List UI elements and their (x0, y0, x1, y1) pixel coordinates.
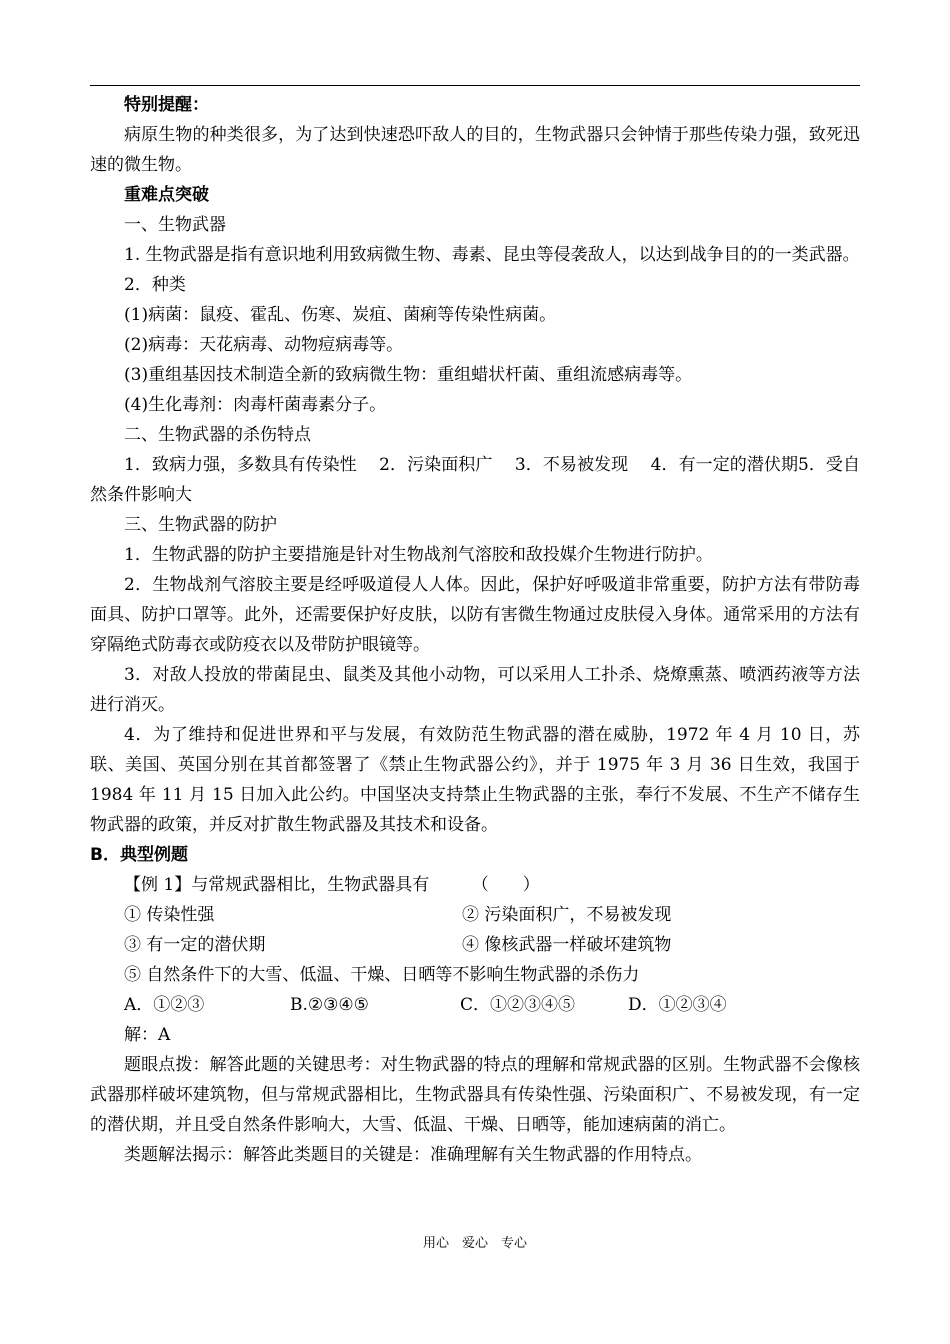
examples-heading: B．典型例题 (90, 845, 188, 865)
reminder-heading: 特别提醒： (124, 95, 209, 115)
method-tip: 类题解法揭示：解答此类题目的关键是：准确理解有关生物武器的作用特点。 (124, 1145, 702, 1165)
section-3-paragraph: 1．生物武器的防护主要措施是针对生物战剂气溶胶和敌投媒介生物进行防护。 (124, 545, 713, 565)
section-2-text: 1．致病力强，多数具有传染性 2．污染面积广 3．不易被发现 4．有一定的潜伏期5．受自然条件影响大 (90, 455, 860, 505)
statement-item: ③ 有一定的潜伏期 (124, 935, 266, 955)
answer: 解：A (124, 1025, 171, 1045)
document-body (90, 90, 860, 1170)
statement-row (90, 930, 860, 960)
section-3-title: 三、生物武器的防护 (124, 515, 277, 535)
header-rule (90, 85, 860, 86)
section-2-title: 二、生物武器的杀伤特点 (124, 425, 311, 445)
section-1-kinds: 2．种类 (124, 275, 186, 295)
answer-options (90, 990, 860, 1020)
section-1-title: 一、生物武器 (124, 215, 226, 235)
kind-item: (3)重组基因技术制造全新的致病微生物：重组蜡状杆菌、重组流感病毒等。 (124, 365, 693, 385)
statement-item: ① 传染性强 (124, 905, 215, 925)
statement-item: ② 污染面积广，不易被发现 (462, 905, 672, 925)
reminder-text: 病原生物的种类很多，为了达到快速恐吓敌人的目的，生物武器只会钟情于那些传染力强，致死迅速的微生物。 (90, 125, 860, 175)
kind-item: (4)生化毒剂：肉毒杆菌毒素分子。 (124, 395, 387, 415)
statement-item: ④ 像核武器一样破坏建筑物 (462, 935, 672, 955)
analysis: 题眼点拨：解答此题的关键思考：对生物武器的特点的理解和常规武器的区别。生物武器不会像核武器那样破坏建筑物，但与常规武器相比，生物武器具有传染性强、污染面积广、不易被发现，有一定的潜伏期，并且受自然条件影响大，大雪、低温、干燥、日晒等，能加速病菌的消亡。 (90, 1055, 860, 1135)
example-question: 【例 1】与常规武器相比，生物武器具有 （ ） (124, 875, 540, 895)
section-3-paragraph: 2．生物战剂气溶胶主要是经呼吸道侵人人体。因此，保护好呼吸道非常重要，防护方法有带防毒面具、防护口罩等。此外，还需要保护好皮肤，以防有害微生物通过皮肤侵入身体。通常采用的方法有穿隔绝式防毒衣或防疫衣以及带防护眼镜等。 (90, 575, 860, 655)
statement-item: ⑤ 自然条件下的大雪、低温、干燥、日晒等不影响生物武器的杀伤力 (124, 965, 640, 985)
breakthrough-heading: 重难点突破 (124, 185, 209, 205)
option-d: D．①②③④ (628, 995, 727, 1015)
option-c: C．①②③④⑤ (460, 995, 576, 1015)
section-1-paragraph: 1. 生物武器是指有意识地利用致病微生物、毒素、昆虫等侵袭敌人，以达到战争目的的一类武器。 (124, 245, 860, 265)
section-3-paragraph: 3．对敌人投放的带菌昆虫、鼠类及其他小动物，可以采用人工扑杀、烧燎熏蒸、喷洒药液等方法进行消灭。 (90, 665, 860, 715)
option-b: B.②③④⑤ (290, 995, 369, 1015)
kind-item: (2)病毒：天花病毒、动物痘病毒等。 (124, 335, 404, 355)
section-3-paragraph: 4．为了维持和促进世界和平与发展，有效防范生物武器的潜在威胁，1972 年 4 月 10 日，苏联、美国、英国分别在其首都签署了《禁止生物武器公约》，并于 1975 年 3 月 36 日生效，我国于 1984 年 11 月 15 日加入此公约。中国坚决支持禁止生物武器的主张，奉行不发展、不生产不储存生物武器的政策，并反对扩散生物武器及其技术和设备。 (90, 725, 860, 835)
option-a: A．①②③ (124, 995, 205, 1015)
kind-item: (1)病菌：鼠疫、霍乱、伤寒、炭疽、菌痢等传染性病菌。 (124, 305, 557, 325)
statement-row (90, 900, 860, 930)
page-footer: 用心 爱心 专心 (422, 1236, 527, 1251)
